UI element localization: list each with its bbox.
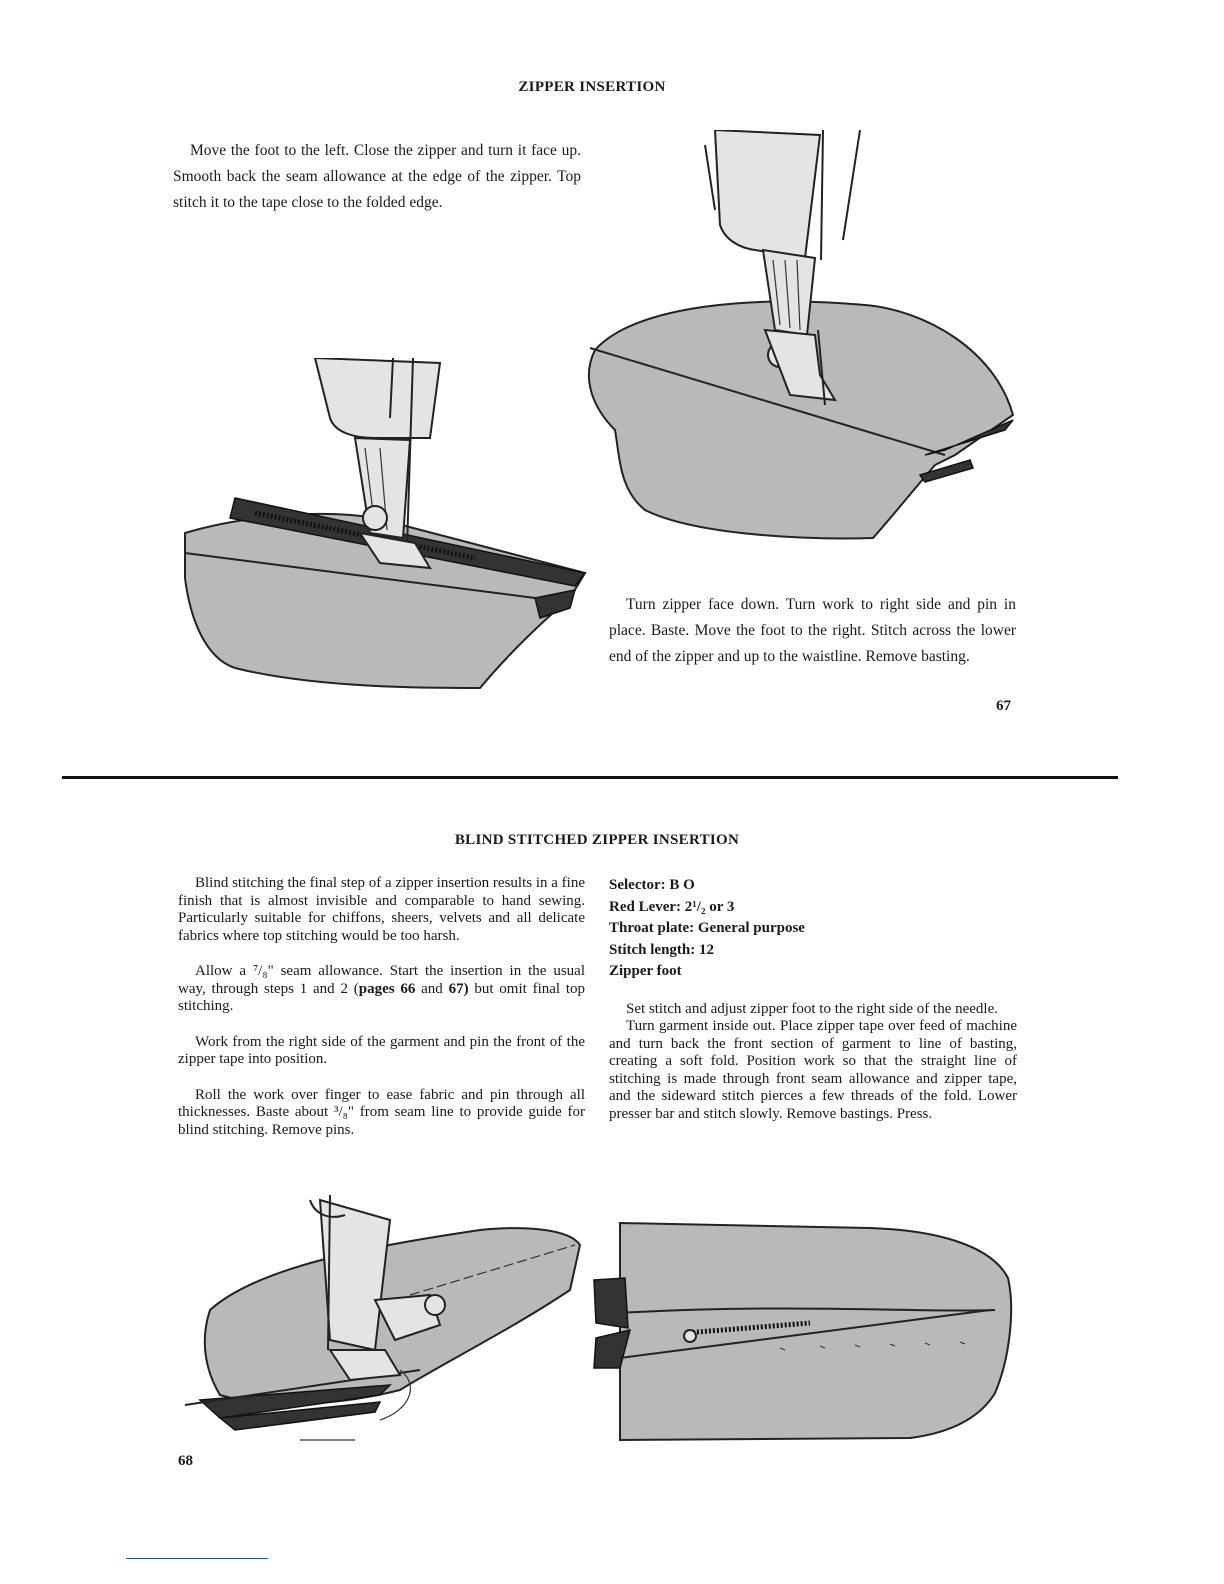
paragraph-work-right-side: Work from the right side of the garment and pin the front of the zipper tape into position.	[178, 1033, 585, 1067]
paragraph-set-stitch: Set stitch and adjust zipper foot to the right side of the needle.	[626, 1000, 998, 1017]
pages-66-ref: pages 66	[358, 980, 416, 997]
paragraph-turn-zipper-face-down: Turn zipper face down. Turn work to right side and pin in place. Baste. Move the foot to the right. Stitch across the lower end of the zipper and up to the waistline. Remove basting.	[609, 596, 1016, 665]
setting-zipper-foot: Zipper foot	[609, 963, 682, 979]
allow-seam-text-b: and	[415, 980, 449, 997]
footer-link-underline	[126, 1558, 268, 1559]
paragraph-move-foot-left: Move the foot to the left. Close the zipper and turn it face up. Smooth back the seam allowance at the edge of the zipper. Top stitch it to the tape close to the folded edge.	[173, 142, 581, 211]
section-title-zipper-insertion: ZIPPER INSERTION	[518, 79, 666, 95]
machine-settings	[609, 875, 1017, 983]
page-number-67: 67	[996, 698, 1011, 714]
setting-red-lever: Red Lever: 2¹/₂ or 3	[609, 898, 735, 915]
setting-selector: Selector: B O	[609, 877, 695, 893]
left-column	[178, 875, 585, 1139]
page-number-68: 68	[178, 1453, 193, 1469]
setting-stitch-length: Stitch length: 12	[609, 941, 714, 958]
paragraph-turn-garment: Turn garment inside out. Place zipper tape over feed of machine and turn back the front section of garment to line of basting, creating a soft fold. Position work so that the straight line of stitching is made through front seam allowance and zipper tape, and the sideward stitch pierces a few threads of the fold. Lower presser bar and stitch slowly. Remove bastings. Press.	[609, 1018, 1017, 1122]
allow-seam-text-c: but omit final top stitching.	[178, 980, 585, 1014]
illustration-top-stitch-zipper	[175, 358, 595, 693]
page-divider	[62, 776, 1118, 779]
illustration-stitch-lower-end	[575, 130, 1020, 540]
section-title-blind-stitched: BLIND STITCHED ZIPPER INSERTION	[454, 832, 740, 848]
illustration-opened-zipper	[590, 1218, 1020, 1443]
right-column	[609, 875, 1017, 1123]
allow-seam-text-a: Allow a ⁷/₈" seam allowance. Start the insertion in the usual way, through steps 1 and 2 (	[178, 963, 585, 997]
pages-67-ref: 67)	[448, 980, 469, 997]
illustration-blind-stitch-machine	[180, 1190, 590, 1445]
paragraph-blind-stitching-intro: Blind stitching the final step of a zipper insertion results in a fine finish that is almost invisible and comparable to hand sewing. Particularly suitable for chiffons, sheers, velvets and all delicate fabrics where top stitching would be too harsh.	[178, 875, 585, 944]
paragraph-roll-work: Roll the work over finger to ease fabric and pin through all thicknesses. Baste about ³/₈" from seam line to provide guide for blind stitching. Remove pins.	[178, 1086, 585, 1138]
paragraph-allow-seam	[178, 963, 585, 1016]
setting-throat-plate: Throat plate: General purpose	[609, 920, 805, 936]
